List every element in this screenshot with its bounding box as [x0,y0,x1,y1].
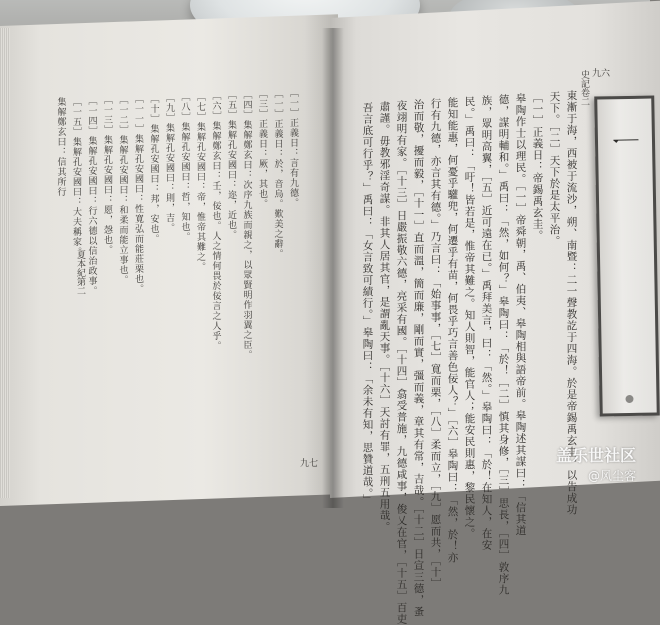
left-note-column: ［九］集解孔安國曰：則，吉。 [164,92,174,233]
right-text-column: 皋陶作士以理民。［一］帝舜朝，禹、伯夷、皋陶相與語帝前。皋陶述其謀曰：「信其道 [514,93,527,537]
right-text-column: 能知能惠，何憂乎驩兜，何遷乎有苗，何畏乎巧言善色佞人？」［六］皋陶曰：「然，於！亦 [446,97,459,564]
right-text-column: 行有九德，亦言其有德。」乃言曰：「始事事，［七］寬而栗，［八］柔而立，［九］愿而共，［十］ [429,98,442,590]
left-note-column: ［一一］集解孔安國曰：性寬弘而能莊栗也。 [133,94,143,295]
left-note-column: ［十］集解孔安國曰：邦，安也。 [148,93,159,244]
book-gutter [322,28,344,508]
left-note-column: ［一五］集解孔安國曰：大夫稱家。 [71,96,81,257]
right-text-column: 肅謹。毋教邪淫奇謀。非其人居其官，是謂亂天事。［十六］天討有罪，五刑五用哉。 [378,101,391,533]
right-text-column: 族，眾明高翼，［五］近可遠在已。」禹拜美言，曰：「然。」皋陶曰：「於！在知人，在安 [480,95,493,551]
left-note-column: ［七］集解孔安國曰：帝，惟帝其難之。 [195,91,205,272]
right-text-column: 天下。［二］天下於是太平治。 [548,91,561,247]
right-text-column: 東漸于海，西被于流沙，朔、南暨：二一聲教訖于四海。於是帝錫禹玄圭，以告成功 [565,90,578,516]
left-note-column: ［一三］集解孔安國曰：愿，愨也。 [102,95,112,256]
right-page-header: 史記卷二 [579,70,589,106]
left-note-column: ［三］正義日：厥，其也。 [257,89,267,210]
watermark-logo-text: 盖乐世社区 [555,446,636,465]
bookmark-hole [625,395,633,403]
right-text-column: 夜翊明有家。［十三］日嚴振敬六德，亮采有國。［十四］翕受普施，九德咸事，俊乂在官，［十五］百吏 [395,100,408,625]
watermark-author: @风尘客 [587,469,636,483]
left-note-column: 集解鄭玄曰：信其所行 [55,97,66,198]
left-note-column: ［八］集解孔安國曰：哲，知也。 [179,92,190,243]
right-text-column: 德，謀明輔和。」禹曰：「然，如何？」皋陶曰：「於！［二］慎其身修，［三］思長，［四］敦序九 [497,94,510,596]
right-text-column: 民。」禹曰：「吁！皆若是，惟帝其難之。知人則智，能官人；能安民則惠，黎民懷之。 [463,96,476,540]
right-text-column: ［一］正義日：帝錫禹玄圭。 [531,92,544,242]
right-text-column: 吾言底可行乎？」禹曰：「女言致可績行。」皋陶曰：「余未有知，思贊道哉。」 [361,102,374,506]
bookmark [594,96,660,417]
left-note-column: ［一四］集解孔安國曰：行六德以信治政事。 [86,96,97,297]
left-page-number: 九七 [300,459,319,469]
left-note-column: ［一二］集解孔安國曰：和柔而能立事也。 [117,94,128,285]
left-page-edges [0,28,10,498]
left-note-column: ［四］集解鄭玄曰：次序九族而親之，以眾賢明作羽翼之臣。 [241,89,252,360]
left-note-column: ［六］集解鄭玄曰：壬，佞也。人之情何畏於佞言之人乎。 [210,91,221,352]
left-note-column: ［一］正義日：於，音烏。歎美之辭。 [272,88,283,259]
left-note-column: ［五］集解孔安國曰：迩，近也。 [226,90,236,241]
left-page-header: 夏本紀第二 [75,250,85,295]
open-book [0,18,650,625]
right-page-number: 九六 [592,69,611,79]
right-text-column: 治而敬，擾而毅，［十一］直而溫，簡而廉，剛而實，彊而義，章其有常，吉哉。［十二］日宣三德，蚤 [412,99,425,618]
bookmark-calligraphy: 一 [610,118,645,154]
left-note-column: ［一］正義日：言有九德。 [288,88,298,208]
